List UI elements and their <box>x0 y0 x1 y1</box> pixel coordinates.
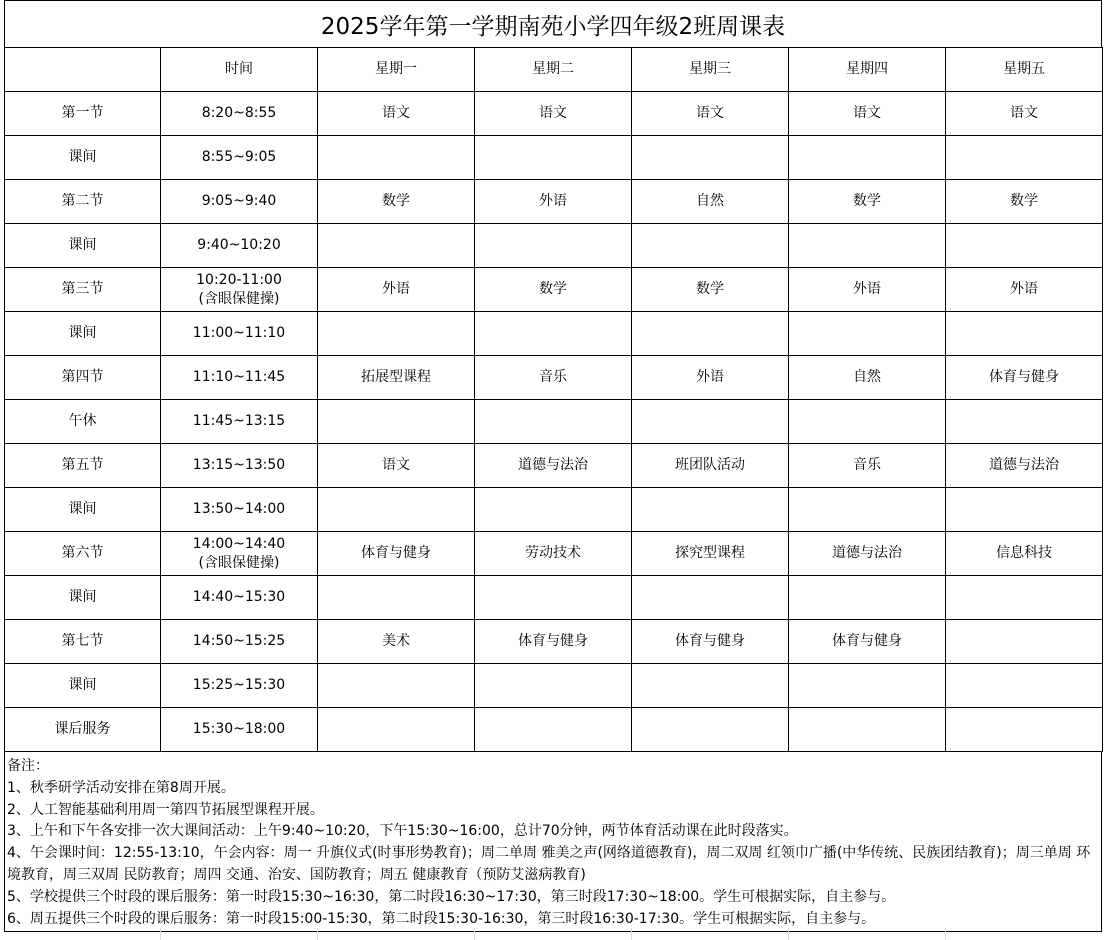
table-row <box>5 268 1103 312</box>
table-row <box>5 488 1103 532</box>
subject-cell[interactable] <box>318 224 475 268</box>
table-row <box>5 224 1103 268</box>
subject-cell[interactable] <box>789 664 946 708</box>
time-text: 8:20~8:55 <box>201 105 277 121</box>
period-cell[interactable]: 课间 <box>5 576 161 620</box>
subject-cell[interactable] <box>632 708 789 752</box>
subject-cell[interactable]: 数学 <box>632 268 789 312</box>
time-cell[interactable] <box>161 356 318 400</box>
sheet-gridline <box>631 928 632 940</box>
time-text: 15:30~18:00 <box>192 721 286 737</box>
subject-cell[interactable]: 语文 <box>946 92 1103 136</box>
subject-cell[interactable]: 数学 <box>318 180 475 224</box>
time-cell[interactable] <box>161 708 318 752</box>
table-row <box>5 664 1103 708</box>
timetable-table <box>4 47 1103 752</box>
subject-cell[interactable] <box>475 576 632 620</box>
table-row <box>5 444 1103 488</box>
time-cell[interactable] <box>161 224 318 268</box>
header-time-cell[interactable]: 时间 <box>161 48 318 92</box>
subject-cell[interactable]: 语文 <box>632 92 789 136</box>
subject-cell[interactable]: 道德与法治 <box>789 532 946 576</box>
subject-cell[interactable]: 语文 <box>475 92 632 136</box>
period-cell[interactable]: 第二节 <box>5 180 161 224</box>
time-text: 11:00~11:10 <box>192 325 286 341</box>
subject-cell[interactable]: 自然 <box>632 180 789 224</box>
subject-cell[interactable] <box>318 576 475 620</box>
subject-cell[interactable]: 外语 <box>318 268 475 312</box>
sheet-gridline <box>317 928 318 940</box>
subject-cell[interactable]: 道德与法治 <box>475 444 632 488</box>
subject-cell[interactable]: 语文 <box>318 92 475 136</box>
subject-cell[interactable]: 劳动技术 <box>475 532 632 576</box>
subject-cell[interactable]: 道德与法治 <box>946 444 1103 488</box>
header-day-cell[interactable]: 星期四 <box>789 48 946 92</box>
subject-cell[interactable] <box>946 400 1103 444</box>
subject-cell[interactable] <box>318 400 475 444</box>
subject-cell[interactable]: 音乐 <box>789 444 946 488</box>
subject-cell[interactable] <box>632 312 789 356</box>
subject-cell[interactable] <box>946 664 1103 708</box>
sheet-gridline <box>474 928 475 940</box>
time-text: 14:50~15:25 <box>192 633 286 649</box>
subject-cell[interactable] <box>475 136 632 180</box>
header-day-cell[interactable]: 星期五 <box>946 48 1103 92</box>
subject-cell[interactable] <box>946 576 1103 620</box>
table-row <box>5 312 1103 356</box>
time-text: 10:20-11:00 <box>196 271 282 288</box>
time-text: 13:15~13:50 <box>192 457 286 473</box>
time-text: 9:40~10:20 <box>197 237 281 253</box>
table-row <box>5 532 1103 576</box>
time-cell[interactable] <box>161 488 318 532</box>
time-text: 11:45~13:15 <box>192 413 286 429</box>
table-row <box>5 92 1103 136</box>
table-row <box>5 180 1103 224</box>
table-row <box>5 576 1103 620</box>
period-cell[interactable]: 午休 <box>5 400 161 444</box>
time-cell[interactable] <box>161 268 318 312</box>
table-row <box>5 400 1103 444</box>
time-text: 13:50~14:00 <box>192 501 286 517</box>
note-item: 5、学校提供三个时段的课后服务：第一时段15:30~16:30，第二时段16:30~17:30，第三时段17:30~18:00。学生可根据实际，自主参与。 <box>7 888 896 905</box>
period-cell[interactable]: 第七节 <box>5 620 161 664</box>
period-cell[interactable]: 课间 <box>5 224 161 268</box>
time-text: 15:25~15:30 <box>192 677 286 693</box>
subject-cell[interactable] <box>632 488 789 532</box>
sheet-gridline <box>788 928 789 940</box>
subject-cell[interactable]: 拓展型课程 <box>318 356 475 400</box>
subject-cell[interactable]: 体育与健身 <box>318 532 475 576</box>
note-item: 6、周五提供三个时段的课后服务：第一时段15:00-15:30，第二时段15:30-16:30，第三时段16:30-17:30。学生可根据实际，自主参与。 <box>7 910 876 927</box>
period-cell[interactable]: 第一节 <box>5 92 161 136</box>
subject-cell[interactable] <box>318 488 475 532</box>
time-cell[interactable] <box>161 400 318 444</box>
time-cell[interactable] <box>161 92 318 136</box>
subject-cell[interactable] <box>946 312 1103 356</box>
subject-cell[interactable]: 语文 <box>318 444 475 488</box>
subject-cell[interactable]: 外语 <box>789 268 946 312</box>
subject-cell[interactable]: 探究型课程 <box>632 532 789 576</box>
time-cell[interactable] <box>161 532 318 576</box>
time-text: 14:00~14:40 <box>192 535 286 552</box>
subject-cell[interactable] <box>789 312 946 356</box>
subject-cell[interactable]: 体育与健身 <box>946 356 1103 400</box>
period-cell[interactable]: 第四节 <box>5 356 161 400</box>
period-cell[interactable]: 课间 <box>5 312 161 356</box>
subject-cell[interactable] <box>475 708 632 752</box>
subject-cell[interactable] <box>475 400 632 444</box>
subject-cell[interactable]: 信息科技 <box>946 532 1103 576</box>
subject-cell[interactable] <box>789 400 946 444</box>
time-cell[interactable] <box>161 576 318 620</box>
note-item: 3、上午和下午各安排一次大课间活动：上午9:40~10:20，下午15:30~16:00，总计70分钟，两节体育活动课在此时段落实。 <box>7 823 798 840</box>
period-cell[interactable]: 第六节 <box>5 532 161 576</box>
sheet-gridline <box>160 928 161 940</box>
table-row <box>5 708 1103 752</box>
subject-cell[interactable] <box>318 312 475 356</box>
subject-cell[interactable]: 自然 <box>789 356 946 400</box>
note-item: 1、秋季研学活动安排在第8周开展。 <box>7 779 235 796</box>
notes-heading: 备注： <box>7 758 49 774</box>
time-cell[interactable] <box>161 664 318 708</box>
note-item: 2、人工智能基础利用周一第四节拓展型课程开展。 <box>7 801 324 818</box>
subject-cell[interactable] <box>946 708 1103 752</box>
subject-cell[interactable] <box>946 136 1103 180</box>
subject-cell[interactable]: 体育与健身 <box>789 620 946 664</box>
subject-cell[interactable]: 外语 <box>632 356 789 400</box>
time-text: 8:55~9:05 <box>201 149 277 165</box>
time-text: 9:05~9:40 <box>201 193 277 209</box>
period-cell[interactable]: 第五节 <box>5 444 161 488</box>
table-row <box>5 620 1103 664</box>
subject-cell[interactable]: 数学 <box>475 268 632 312</box>
subject-cell[interactable]: 语文 <box>789 92 946 136</box>
header-corner-cell[interactable] <box>5 48 161 92</box>
subject-cell[interactable] <box>946 224 1103 268</box>
time-text: (含眼保健操) <box>198 554 280 571</box>
subject-cell[interactable]: 班团队活动 <box>632 444 789 488</box>
time-text: (含眼保健操) <box>198 290 280 307</box>
period-cell[interactable]: 第三节 <box>5 268 161 312</box>
subject-cell[interactable] <box>318 664 475 708</box>
time-cell[interactable] <box>161 136 318 180</box>
subject-cell[interactable] <box>318 136 475 180</box>
table-row <box>5 356 1103 400</box>
subject-cell[interactable]: 体育与健身 <box>632 620 789 664</box>
time-cell[interactable] <box>161 444 318 488</box>
subject-cell[interactable]: 美术 <box>318 620 475 664</box>
subject-cell[interactable] <box>475 488 632 532</box>
header-day-cell[interactable]: 星期二 <box>475 48 632 92</box>
subject-cell[interactable] <box>789 224 946 268</box>
time-cell[interactable] <box>161 312 318 356</box>
period-cell[interactable]: 课间 <box>5 664 161 708</box>
subject-cell[interactable] <box>632 664 789 708</box>
subject-cell[interactable]: 数学 <box>946 180 1103 224</box>
subject-cell[interactable]: 音乐 <box>475 356 632 400</box>
timetable-title: 2025学年第一学期南苑小学四年级2班周课表 <box>4 0 1102 47</box>
subject-cell[interactable] <box>632 224 789 268</box>
subject-cell[interactable] <box>475 312 632 356</box>
subject-cell[interactable] <box>318 708 475 752</box>
table-row <box>5 136 1103 180</box>
timetable-sheet <box>4 0 1102 932</box>
subject-cell[interactable] <box>632 400 789 444</box>
header-day-cell[interactable]: 星期一 <box>318 48 475 92</box>
note-item: 4、午会课时间：12:55-13:10，午会内容：周一 升旗仪式(时事形势教育)；周二单周 雅美之声(网络道德教育)，周二双周 红领巾广播(中华传统、民族团结教育)；周三单周 环境教育，周三双周 民防教育；周四 交通、治安、国防教育；周五 健康教育（预防艾滋病教育) <box>7 845 1091 883</box>
subject-cell[interactable] <box>475 224 632 268</box>
subject-cell[interactable]: 外语 <box>475 180 632 224</box>
subject-cell[interactable] <box>789 136 946 180</box>
period-cell[interactable]: 课后服务 <box>5 708 161 752</box>
time-text: 14:40~15:30 <box>192 589 286 605</box>
subject-cell[interactable] <box>475 664 632 708</box>
time-cell[interactable] <box>161 620 318 664</box>
header-row <box>5 48 1103 92</box>
subject-cell[interactable] <box>946 620 1103 664</box>
subject-cell[interactable] <box>946 488 1103 532</box>
period-cell[interactable]: 课间 <box>5 136 161 180</box>
time-text: 11:10~11:45 <box>192 369 286 385</box>
notes-section[interactable] <box>4 752 1102 932</box>
header-day-cell[interactable]: 星期三 <box>632 48 789 92</box>
subject-cell[interactable]: 数学 <box>789 180 946 224</box>
subject-cell[interactable] <box>789 576 946 620</box>
subject-cell[interactable] <box>789 708 946 752</box>
subject-cell[interactable]: 体育与健身 <box>475 620 632 664</box>
time-cell[interactable] <box>161 180 318 224</box>
subject-cell[interactable] <box>632 576 789 620</box>
period-cell[interactable]: 课间 <box>5 488 161 532</box>
subject-cell[interactable]: 外语 <box>946 268 1103 312</box>
subject-cell[interactable] <box>632 136 789 180</box>
subject-cell[interactable] <box>789 488 946 532</box>
sheet-gridline <box>945 928 946 940</box>
